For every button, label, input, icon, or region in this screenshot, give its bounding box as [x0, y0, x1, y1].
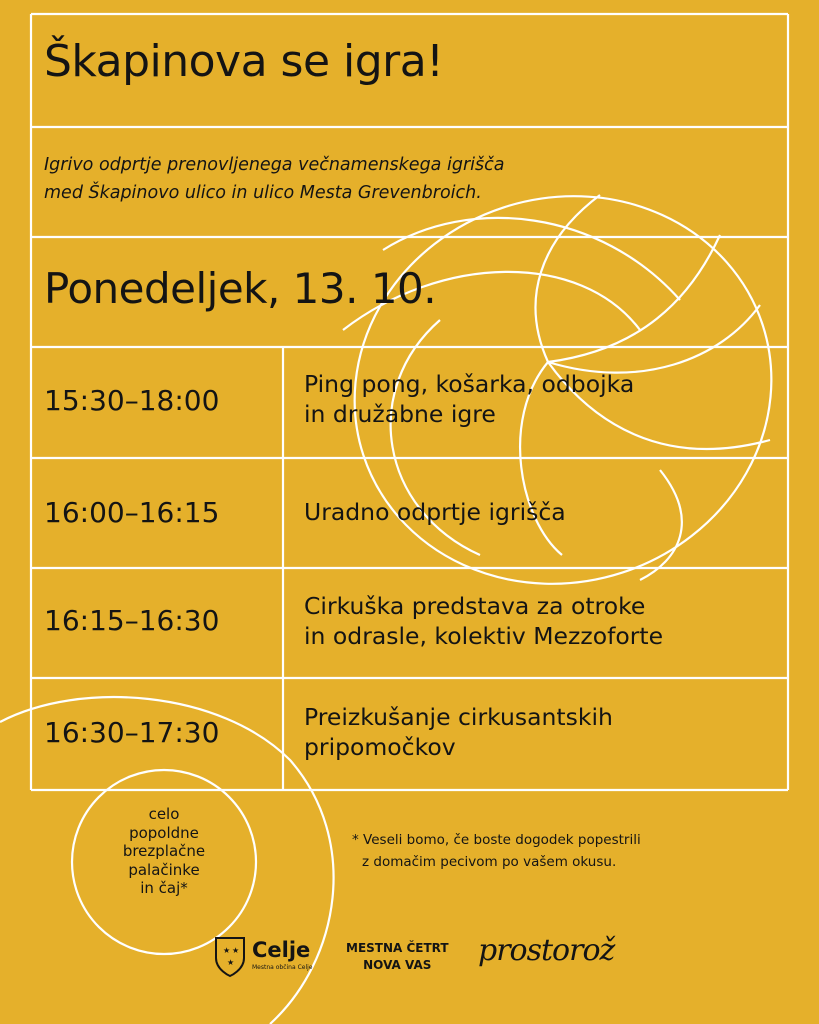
activity-line: Uradno odprtje igrišča — [304, 498, 566, 526]
footnote-line-2: z domačim pecivom po vašem okusu. — [362, 854, 617, 870]
bubble-line: brezplačne — [122, 842, 206, 860]
schedule-time: 15:30–18:00 — [44, 384, 220, 417]
page-title: Škapinova se igra! — [44, 36, 444, 87]
event-date: Ponedeljek, 13. 10. — [44, 264, 437, 313]
schedule-activity — [304, 497, 566, 527]
schedule-time: 16:30–17:30 — [44, 716, 220, 749]
svg-text:★: ★ — [223, 946, 231, 955]
volleyball-seam — [536, 195, 600, 362]
activity-line: Preizkušanje cirkusantskih — [304, 703, 613, 731]
volleyball-seam — [548, 305, 760, 373]
volleyball-seam — [548, 235, 720, 362]
svg-text:★: ★ — [227, 958, 235, 967]
celje-logo-name: Celje — [252, 938, 311, 962]
activity-line: in odrasle, kolektiv Mezzoforte — [304, 622, 664, 650]
prostoroz-logo: prostorož — [478, 933, 615, 968]
subtitle-line-1: Igrivo odprtje prenovljenega večnamenskega igrišča — [44, 155, 505, 175]
activity-line: in družabne igre — [304, 400, 496, 428]
bubble-line: in čaj* — [140, 879, 188, 897]
svg-text:★: ★ — [232, 946, 240, 955]
mcnv-line-1: MESTNA ČETRT — [346, 941, 449, 955]
footnote — [352, 829, 641, 873]
bubble-line: celo — [148, 805, 180, 823]
schedule-time: 16:15–16:30 — [44, 604, 220, 637]
bubble-text — [100, 805, 228, 898]
bubble-line: popoldne — [129, 823, 199, 842]
activity-line: pripomočkov — [304, 733, 456, 761]
subtitle — [44, 151, 504, 207]
schedule-time: 16:00–16:15 — [44, 496, 220, 529]
activity-line: Ping pong, košarka, odbojka — [304, 370, 635, 398]
schedule-activity — [304, 702, 613, 762]
subtitle-line-2: med Škapinovo ulico in ulico Mesta Grevenbroich. — [44, 183, 482, 203]
schedule-activity — [304, 591, 663, 651]
bubble-line: palačinke — [128, 860, 200, 879]
schedule-activity — [304, 369, 634, 429]
celje-logo-subtitle: Mestna občina Celje — [252, 964, 313, 971]
mcnv-logo — [346, 940, 449, 974]
footnote-line-1: * Veseli bomo, če boste dogodek popestrili — [352, 832, 641, 848]
mcnv-line-2: NOVA VAS — [363, 958, 432, 972]
activity-line: Cirkuška predstava za otroke — [304, 592, 646, 620]
